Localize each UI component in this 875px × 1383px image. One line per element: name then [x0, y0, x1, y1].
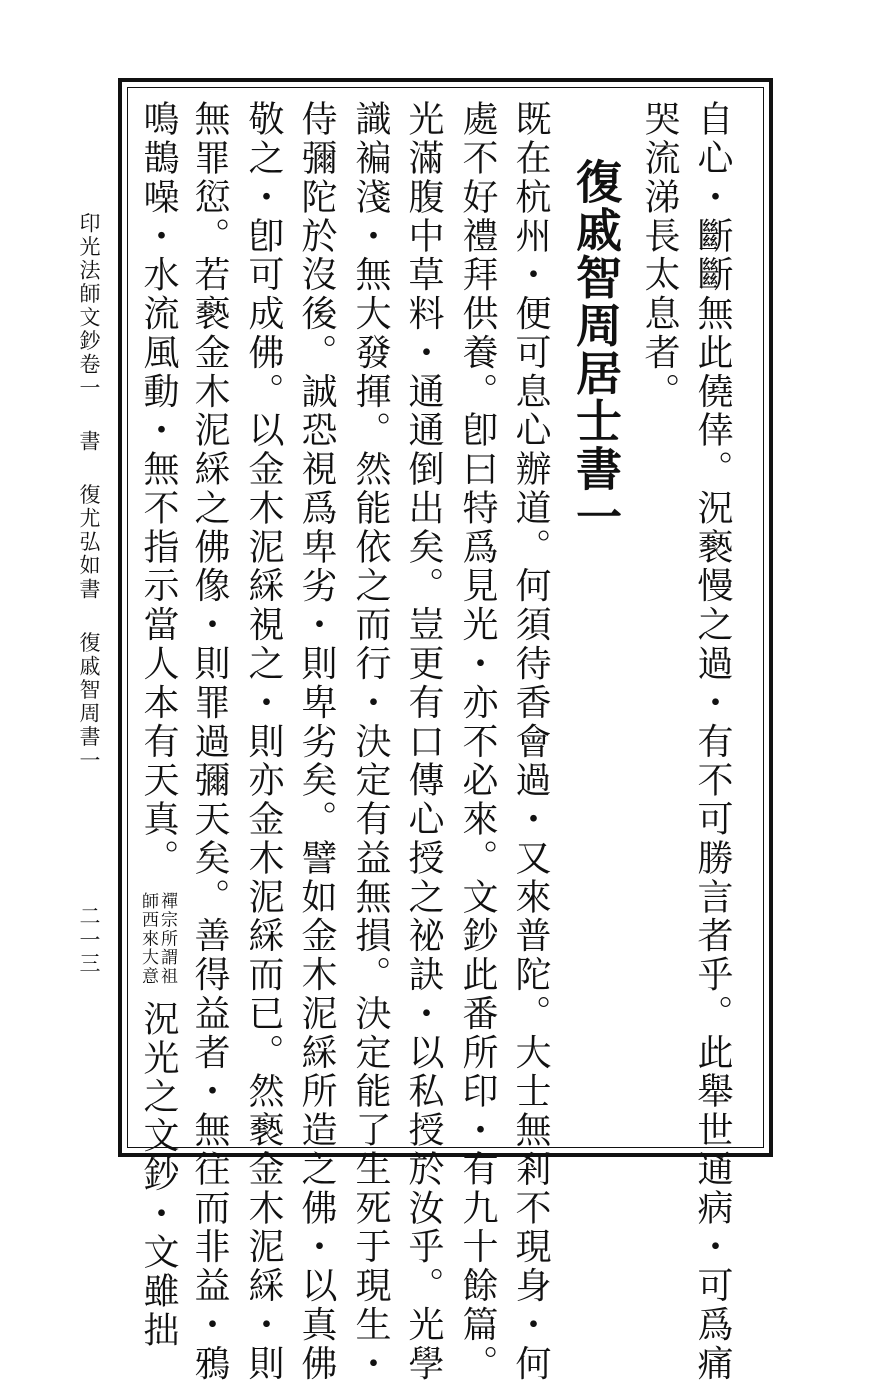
- text-column-6: 識褊淺・無大發揮。然能依之而行・決定有益無損。決定能了生死于現生・: [350, 100, 391, 1383]
- margin-header: [78, 212, 99, 772]
- margin-section: 書: [77, 430, 101, 454]
- text-column-1: 自心・斷斷無此僥倖。況褻慢之過・有不可勝言者乎。此舉世通病・可爲痛: [692, 100, 733, 1383]
- text-column-10: [138, 100, 179, 1350]
- text-column-2: 哭流涕長太息者。: [639, 100, 680, 412]
- text-column-5: 光滿腹中草料・通通倒出矣。豈更有口傳心授之祕訣・以私授於汝乎。光學: [403, 100, 444, 1383]
- text-column-3: 既在杭州・便可息心辦道。何須待香會過・又來普陀。大士無剎不現身・何: [510, 100, 551, 1383]
- text-column-7: 侍彌陀於沒後。誠恐視爲卑劣・則卑劣矣。譬如金木泥綵所造之佛・以真佛: [296, 100, 337, 1383]
- text-column-10-part1: 鳴鵲噪・水流風動・無不指示當人本有天真。: [138, 100, 179, 878]
- letter-title: 復戚智周居士書一: [569, 158, 623, 541]
- text-column-10-part2: 況光之文鈔・文雖拙: [138, 999, 179, 1350]
- text-column-8: 敬之・卽可成佛。以金木泥綵視之・則亦金木泥綵而已。然褻金木泥綵・則: [243, 100, 284, 1383]
- text-column-9: 無罪愆。若褻金木泥綵之佛像・則罪過彌天矣。善得益者・無往而非益・鴉: [189, 100, 230, 1383]
- text-column-4: 處不好禮拜供養。卽曰特爲見光・亦不必來。文鈔此番所印・有九十餘篇。: [457, 100, 498, 1383]
- interlinear-note-right: 禪宗所謂祖: [157, 891, 177, 986]
- margin-book-title: 印光法師文鈔卷一: [77, 212, 101, 401]
- margin-current-letter: 復戚智周書一: [77, 631, 101, 773]
- interlinear-note-left: 師西來大意: [138, 891, 158, 986]
- page-number: 二一三: [77, 905, 101, 976]
- margin-letters: 復尤弘如書: [77, 483, 101, 602]
- interlinear-note: [138, 892, 176, 986]
